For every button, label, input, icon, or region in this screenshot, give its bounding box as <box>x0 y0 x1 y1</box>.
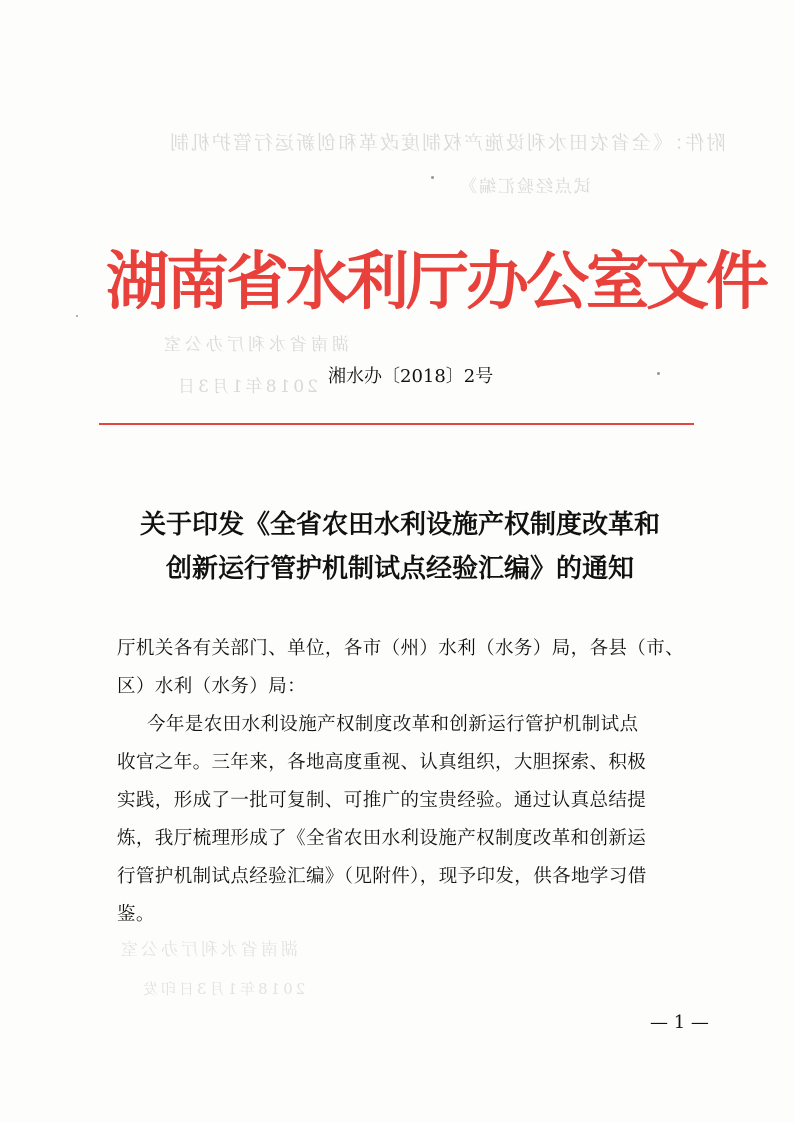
scan-speck <box>76 315 78 317</box>
body-line: 鉴。 <box>117 904 155 925</box>
bleedthrough-text: 附件：《全省农田水利设施产权制度改革和创新运行管护机制 <box>168 132 726 154</box>
body-line: 区）水利（水务）局： <box>117 676 307 697</box>
bleedthrough-text: 湖南省水利厅办公室 <box>118 940 298 960</box>
body-line: 厅机关各有关部门、单位，各市（州）水利（水务）局，各县（市、 <box>117 638 685 659</box>
notice-title-line-2: 创新运行管护机制试点经验汇编》的通知 <box>165 554 634 584</box>
notice-title-line-1: 关于印发《全省农田水利设施产权制度改革和 <box>139 510 660 540</box>
body-line: 收官之年。三年来，各地高度重视、认真组织，大胆探索、积极 <box>117 752 647 773</box>
document-number: 湘水办〔2018〕2号 <box>328 366 494 387</box>
bleedthrough-text: 试点经验汇编》 <box>458 177 591 197</box>
body-line: 实践，形成了一批可复制、可推广的宝贵经验。通过认真总结提 <box>117 790 647 811</box>
notice-title <box>80 503 720 591</box>
scan-speck <box>657 372 660 375</box>
page-number: — 1 — <box>650 1012 709 1033</box>
bleedthrough-text: 2018年1月3日 <box>175 377 318 397</box>
notice-body <box>117 630 717 934</box>
scan-speck <box>431 176 434 179</box>
red-divider-rule <box>99 423 694 425</box>
body-line: 行管护机制试点经验汇编》（见附件），现予印发，供各地学习借 <box>117 866 647 887</box>
body-line: 今年是农田水利设施产权制度改革和创新运行管护机制试点 <box>147 714 639 735</box>
bleedthrough-text: 湖南省水利厅办公室 <box>160 335 349 355</box>
body-line: 炼，我厅梳理形成了《全省农田水利设施产权制度改革和创新运 <box>117 828 647 849</box>
bleedthrough-text: 2018年1月3日印发 <box>140 980 306 998</box>
document-masthead: 湖南省水利厅办公室文件 <box>106 245 766 318</box>
